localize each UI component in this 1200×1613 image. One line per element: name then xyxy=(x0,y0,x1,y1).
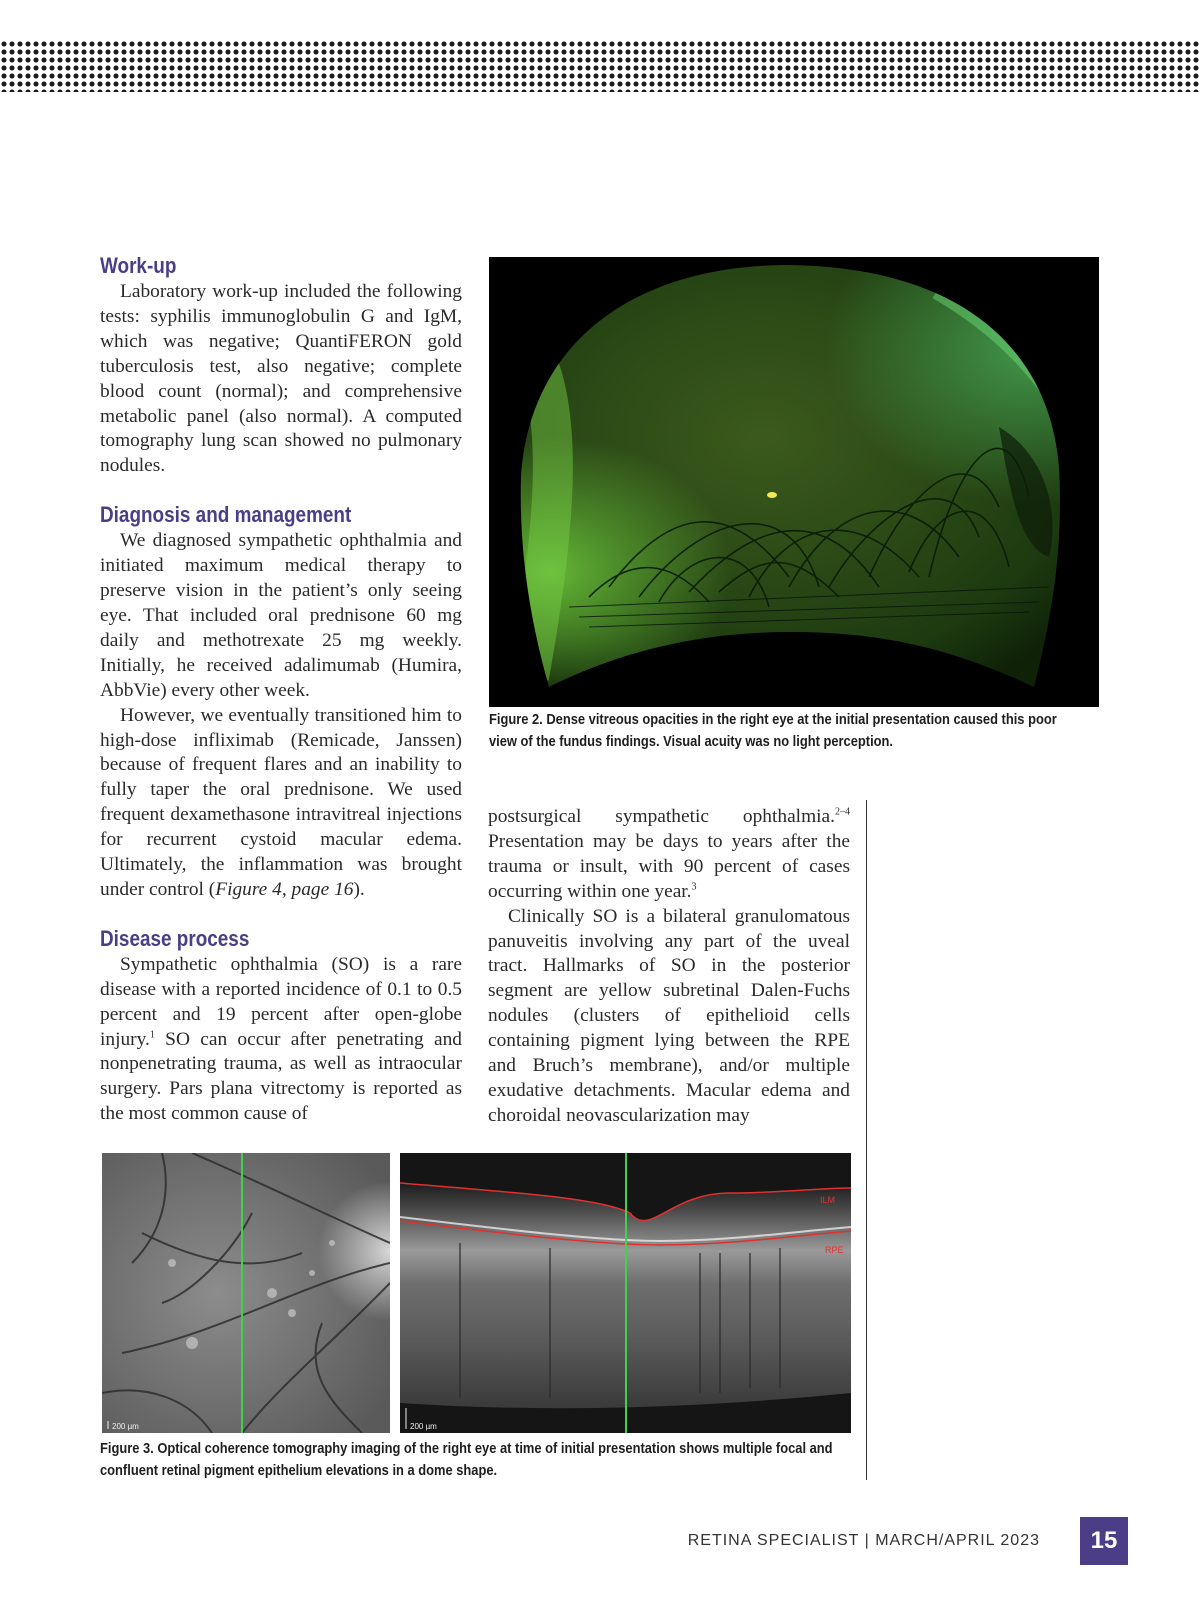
work-up-paragraph: Laboratory work-up included the following tests: syphilis immunoglobulin G and IgM, which was negative; QuantiFERON gold tuberculosis test, also negative; complete blood count (normal); and comprehensive metabolic panel (also normal). A computed tomography lung scan showed no pulmonary nodules. xyxy=(100,281,462,477)
reference-superscript: 3 xyxy=(691,881,697,893)
header-dot-pattern xyxy=(0,40,1200,92)
oct-bscan-illustration xyxy=(400,1153,851,1433)
right-paragraph-1-text: postsurgical sympathetic ophthalmia. xyxy=(488,806,835,827)
fundus-photo-illustration xyxy=(489,257,1099,707)
oct-rpe-label: RPE xyxy=(825,1245,844,1255)
diagnosis-paragraph-2-end: ). xyxy=(353,878,365,900)
figure-2-fundus-image xyxy=(489,257,1099,707)
page-number: 15 xyxy=(1080,1517,1128,1565)
right-paragraph-2: Clinically SO is a bilateral granulomatous panuveitis involving any part of the uveal tract. Hallmarks of SO in the posterior segment are yellow subretinal Dalen-Fuchs nodules (clusters of epithelioid cells containing pigment lying between the RPE and Bruch’s membrane), and/or multiple exudative detachments. Macular edema and choroidal neovascularization may xyxy=(488,905,850,1126)
heading-diagnosis-management: Diagnosis and management xyxy=(100,502,352,528)
right-paragraph-1 xyxy=(488,805,850,905)
oct-ilm-label: ILM xyxy=(820,1195,836,1205)
right-paragraph-1-cont: Presentation may be days to years after the trauma or insult, with 90 percent of cases occurring within one year. xyxy=(488,830,850,902)
diagnosis-paragraph-2-text: However, we eventually transitioned him to high-dose infliximab (Remicade, Janssen) because of frequent flares and an inability to fully taper the oral prednisone. We used frequent dexamethasone intravitreal injections for recurrent cystoid macular edema. Ultimately, the inflammation was brought under control ( xyxy=(100,704,462,900)
infrared-fundus-illustration xyxy=(102,1153,390,1433)
disease-paragraph-1-text: Sympathetic ophthalmia (SO) is a rare disease with a reported incidence of 0.1 to 0.5 percent and 19 percent after open-globe injury. xyxy=(100,953,462,1050)
diagnosis-paragraph-2 xyxy=(100,704,462,903)
disease-paragraph-1-cont: SO can occur after penetrating and nonpenetrating trauma, as well as intraocular surgery. Pars plana vitrectomy is reported as the most common cause of xyxy=(100,1028,462,1125)
figure-3-infrared-image xyxy=(102,1153,390,1433)
figure-3-oct-scan xyxy=(400,1153,851,1433)
scale-label-right: 200 µm xyxy=(410,1422,437,1431)
reference-superscript: 1 xyxy=(149,1029,155,1041)
figure-4-reference: Figure 4, page 16 xyxy=(215,878,354,900)
diagnosis-paragraph-1: We diagnosed sympathetic ophthalmia and initiated maximum medical therapy to preserve vision in the patient’s only seeing eye. That included oral prednisone 60 mg daily and methotrexate 25 mg weekly. Initially, he received adalimumab (Humira, AbbVie) every other week. xyxy=(100,530,462,701)
figure-2-caption: Figure 2. Dense vitreous opacities in the right eye at the initial presentation caused this poor view of the fundus findings. Visual acuity was no light perception. xyxy=(489,711,1057,750)
left-column xyxy=(100,252,462,1127)
heading-disease-process: Disease process xyxy=(100,925,250,951)
disease-paragraph-1 xyxy=(100,953,462,1127)
heading-work-up: Work-up xyxy=(100,253,177,278)
right-column xyxy=(488,805,850,1129)
scale-label-left: 200 µm xyxy=(112,1422,139,1431)
publication-footer: RETINA SPECIALIST | MARCH/APRIL 2023 xyxy=(687,1532,1040,1549)
figure-3-caption: Figure 3. Optical coherence tomography imaging of the right eye at time of initial presentation shows multiple focal and confluent retinal pigment epithelium elevations in a dome shape. xyxy=(100,1440,833,1479)
column-divider-rule xyxy=(866,800,867,1480)
reference-superscript: 2–4 xyxy=(835,806,850,818)
